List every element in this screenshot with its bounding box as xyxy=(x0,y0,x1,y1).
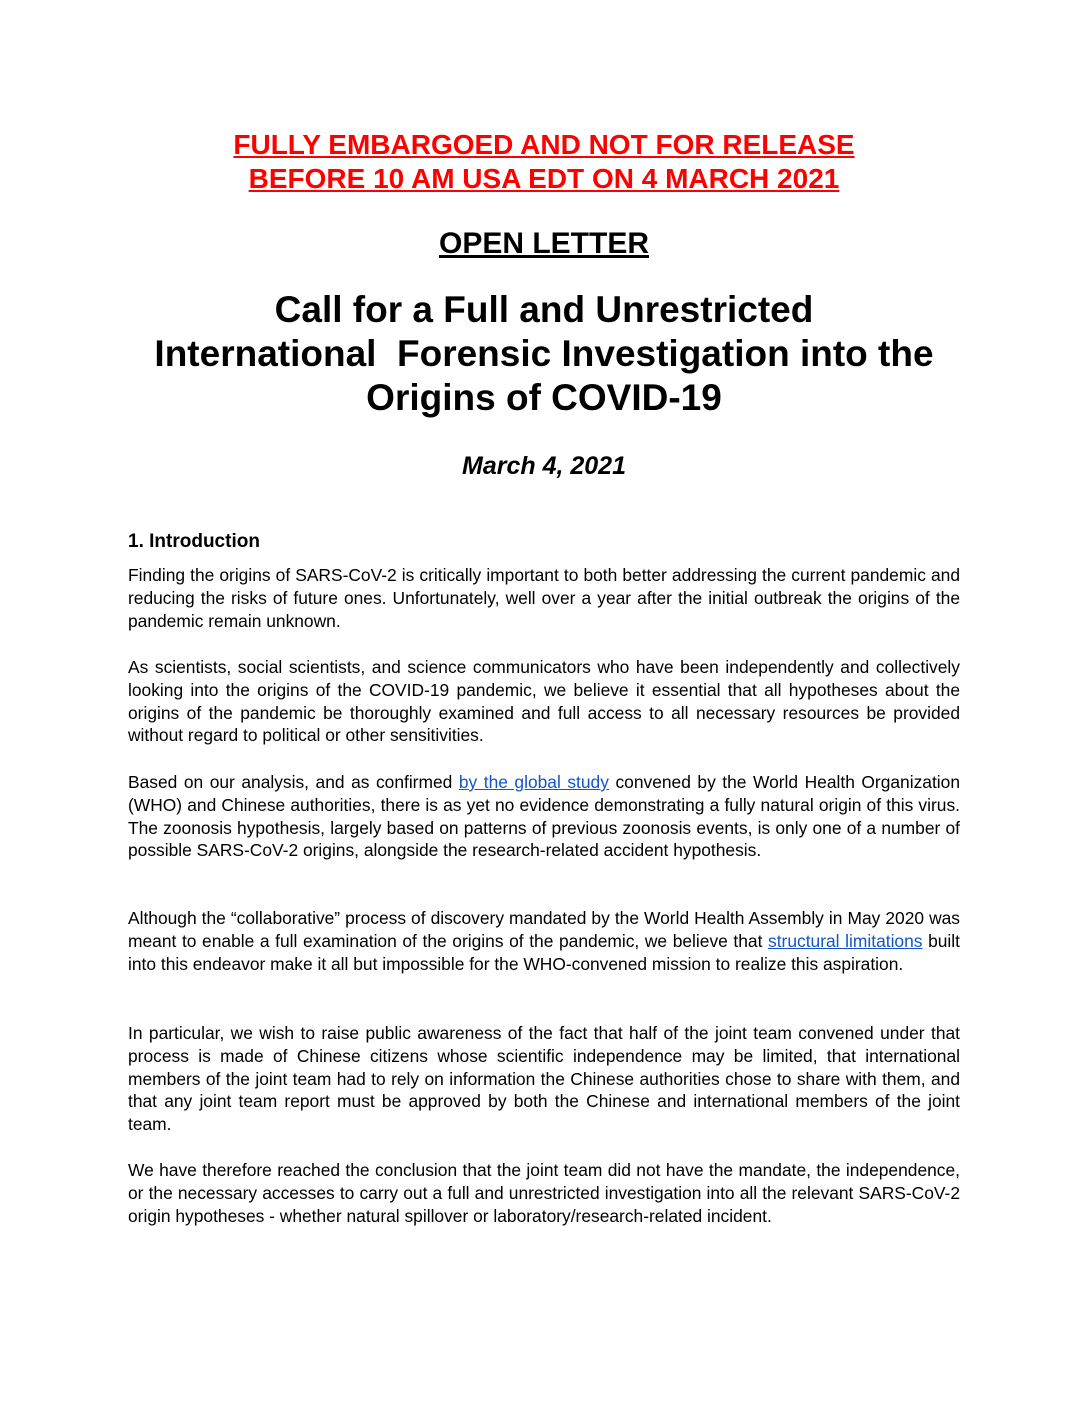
paragraph-2: As scientists, social scientists, and science communicators who have been independently and collectively looking into the origins of the COVID-19 pandemic, we believe it essential that all hypotheses about the origins of the pandemic be thoroughly examined and full access to all necessary resources be provided without regard to political or other sensitivities. xyxy=(128,657,960,746)
paragraph-3-text-end: convened by the World Health Organization (WHO) and Chinese authorities, there is as yet no evidence demonstrating a fully natural origin of this virus. The zoonosis hypothesis, largely based on patterns of previous zoonosis events, is only one of a number of possible SARS-CoV-2 origins, alongside the research-related accident hypothesis. xyxy=(128,772,960,861)
paragraph-3 xyxy=(128,771,960,862)
paragraph-1: Finding the origins of SARS-CoV-2 is critically important to both better addressing the current pandemic and reducing the risks of future ones. Unfortunately, well over a year after the initial outbreak the origins of the pandemic remain unknown. xyxy=(128,565,960,631)
title-line-2: International Forensic Investigation into the xyxy=(154,333,934,374)
title-line-3: Origins of COVID-19 xyxy=(366,377,722,418)
embargo-line-1: FULLY EMBARGOED AND NOT FOR RELEASE xyxy=(233,129,855,160)
paragraph-3-text-start: Based on our analysis, and as confirmed xyxy=(128,772,459,792)
global-study-link[interactable]: by the global study xyxy=(458,772,609,792)
structural-limitations-link[interactable]: structural limitations xyxy=(768,930,923,951)
open-letter-heading: OPEN LETTER xyxy=(438,227,649,260)
document-title xyxy=(120,288,968,420)
embargo-notice xyxy=(0,128,1088,196)
paragraph-5: In particular, we wish to raise public awareness of the fact that half of the joint team convened under that process is made of Chinese citizens whose scientific independence may be limited, that international members of the joint team had to rely on information the Chinese authorities chose to share with them, and that any joint team report must be approved by both the Chinese and international members of the joint team. xyxy=(128,1023,960,1135)
paragraph-4-text-start: Although the “collaborative” process of discovery mandated by the World Health Assembly in May 2020 was meant to enable a full examination of the origins of the pandemic, we believe that xyxy=(128,908,960,951)
section-heading-introduction: 1. Introduction xyxy=(128,531,260,552)
paragraph-4 xyxy=(128,907,960,975)
paragraph-4-text-end: built into this endeavor make it all but impossible for the WHO-convened mission to realize this aspiration. xyxy=(128,930,960,974)
embargo-line-2: BEFORE 10 AM USA EDT ON 4 MARCH 2021 xyxy=(248,163,840,194)
title-line-1: Call for a Full and Unrestricted xyxy=(274,289,814,330)
paragraph-6: We have therefore reached the conclusion that the joint team did not have the mandate, the independence, or the necessary accesses to carry out a full and unrestricted investigation into all the relevant SARS-CoV-2 origin hypotheses - whether natural spillover or laboratory/research-related incident. xyxy=(128,1160,960,1226)
letter-date: March 4, 2021 xyxy=(462,452,626,480)
